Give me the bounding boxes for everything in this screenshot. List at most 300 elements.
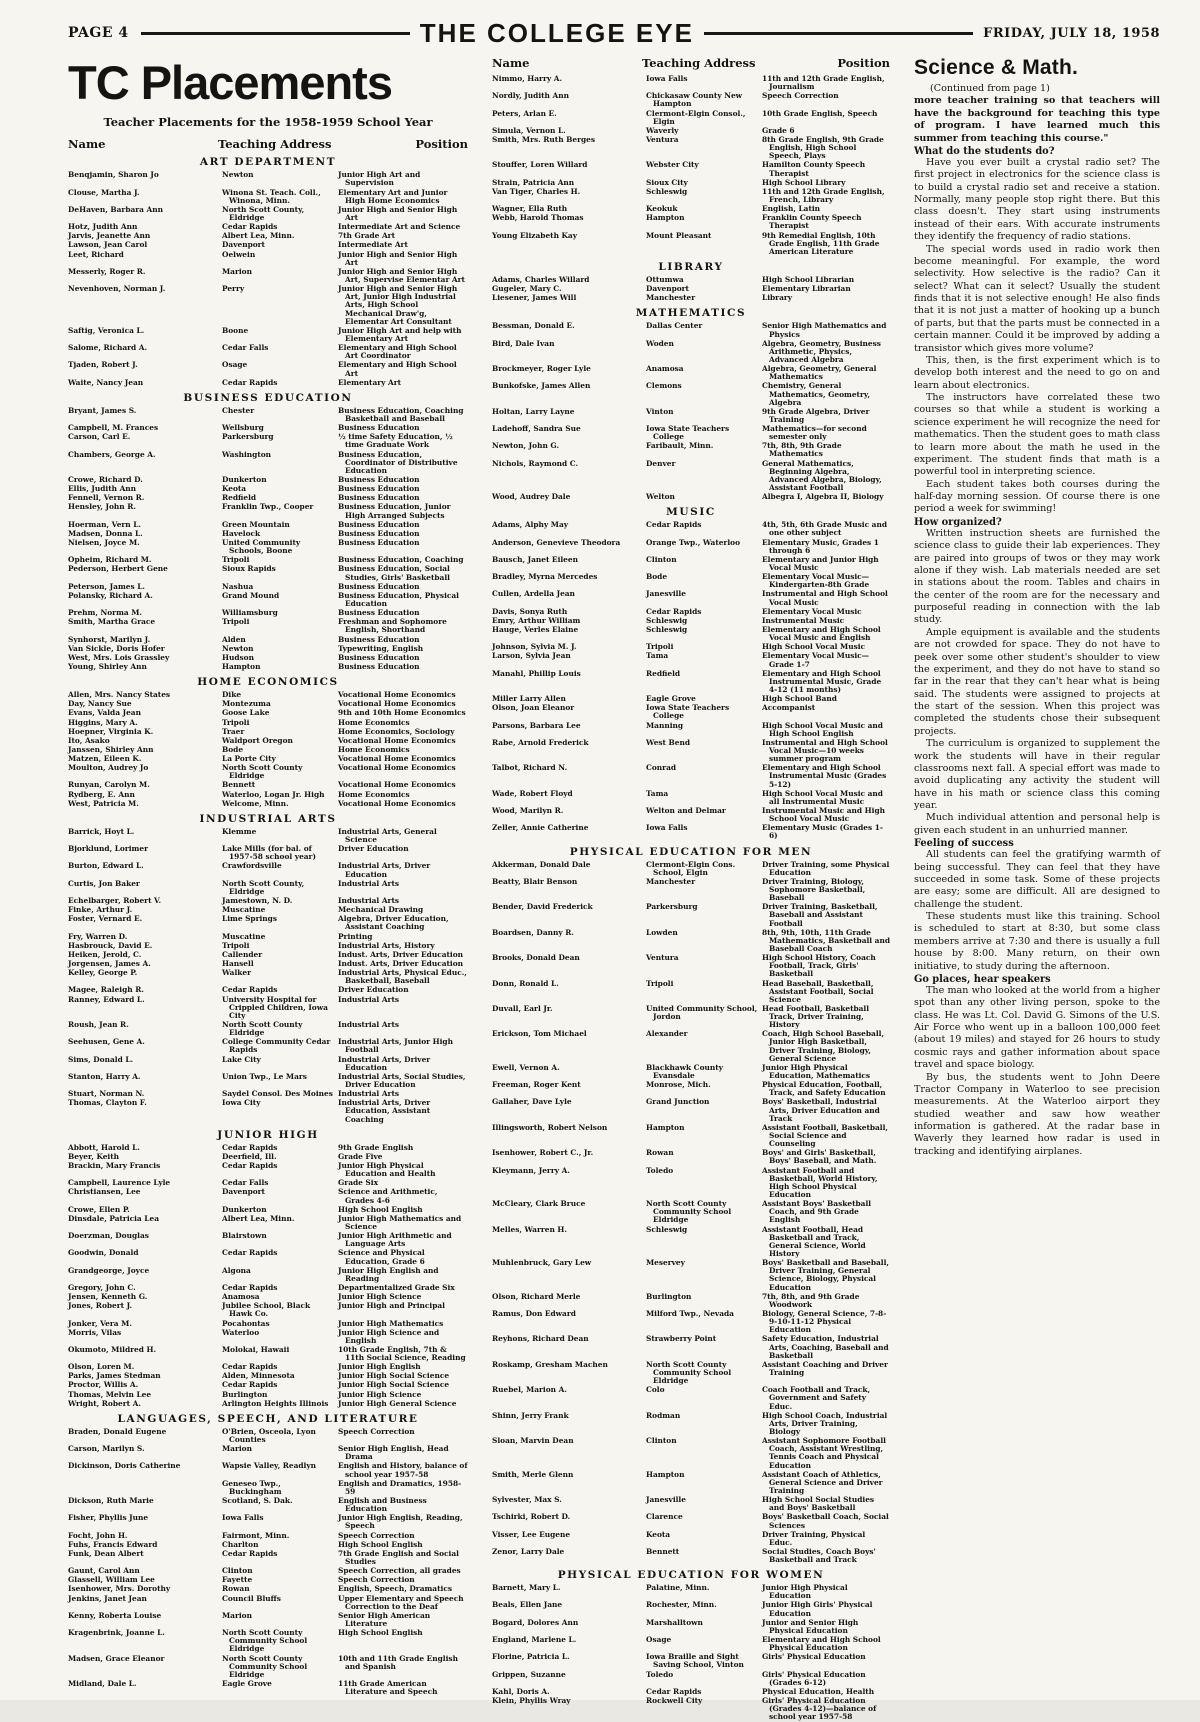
placement-name: Larson, Sylvia Jean	[492, 651, 571, 661]
placement-address: Green Mountain	[222, 519, 290, 529]
placement-position: High School Library	[762, 177, 846, 187]
placement-position: Business Education, Coaching Basketball and Baseball	[338, 405, 464, 423]
placement-name: Day, Nancy Sue	[68, 699, 132, 709]
placement-row	[68, 1629, 468, 1653]
placement-name: Salome, Richard A.	[68, 343, 148, 353]
placement-position: 11th and 12th Grade English, Journalism	[762, 74, 885, 92]
placement-row	[492, 626, 890, 642]
placement-address: Iowa Braille and Sight Saving School, Vinton	[646, 1652, 744, 1670]
placement-position: Accompanist	[762, 703, 816, 713]
placement-row	[68, 1329, 468, 1345]
placement-position: Business Education	[338, 519, 420, 529]
article-column	[914, 56, 1160, 1722]
placement-row	[68, 1284, 468, 1292]
article-paragraph: Much individual attention and personal help is given each student in an unhurried manner.	[914, 812, 1160, 836]
placement-position: 10th Grade English, 7th & 11th Social Science, Reading	[338, 1344, 466, 1363]
placement-position: Coach, High School Baseball, Junior High Basketball, Driver Training, Biology, General Science	[762, 1029, 885, 1063]
placement-name: Pederson, Herbert Gene	[68, 564, 168, 574]
article-paragraph: The instructors have correlated these two courses so that while a student is working a science experiment he will recognize the need for mathematics. Then the student goes to math class to learn more about the math he used in the experiment. The student finds that math is a powerful tool in interpreting science.	[914, 392, 1160, 478]
placement-address: Parkersburg	[646, 902, 698, 912]
placement-position: Elementary Vocal Music—Kindergarten-8th Grade	[762, 572, 870, 590]
placement-address: Union Twp., Le Mars	[222, 1071, 307, 1081]
placement-position: Home Economics	[338, 717, 410, 727]
placements-sections-left	[68, 156, 468, 1696]
placement-position: Algebra, Geometry, General Mathematics	[762, 364, 877, 382]
placement-name: Glassell, William Lee	[68, 1575, 155, 1585]
placement-row	[68, 764, 468, 780]
placement-position: Industrial Arts, Physical Educ., Basketball, Baseball	[338, 968, 467, 986]
placement-name: Illingsworth, Robert Nelson	[492, 1122, 608, 1132]
placement-address: Cedar Rapids	[646, 1686, 702, 1696]
col-header-position: Position	[837, 56, 890, 70]
placement-position: Boys' Basketball, Industrial Arts, Driver Education and Track	[762, 1097, 880, 1123]
placement-position: Elementary Music (Grades 1-6)	[762, 823, 883, 841]
placement-position: Instrumental and High School Vocal Music	[762, 589, 888, 607]
placement-name: Ellis, Judith Ann	[68, 484, 137, 494]
placement-address: Colo	[646, 1385, 665, 1395]
placement-row	[492, 460, 890, 493]
placement-row	[492, 285, 890, 293]
placement-row	[492, 643, 890, 651]
placement-address: Waverly	[646, 125, 679, 135]
placement-row	[492, 539, 890, 555]
placement-row	[68, 1567, 468, 1575]
placement-address: Schleswig	[646, 1224, 688, 1234]
placement-address: Council Bluffs	[222, 1593, 281, 1603]
placement-name: Kenny, Roberta Louise	[68, 1610, 162, 1620]
placement-name: Parks, James Stedman	[68, 1371, 161, 1381]
placement-address: Manchester	[646, 876, 696, 886]
placement-position: Senior High Mathematics and Physics	[762, 321, 887, 339]
placement-row	[68, 1541, 468, 1549]
placement-row	[492, 1064, 890, 1080]
placement-name: Wade, Robert Floyd	[492, 788, 573, 798]
placement-name: Brackin, Mary Francis	[68, 1160, 161, 1170]
placement-row	[68, 986, 468, 994]
placement-position: High School Vocal Music	[762, 642, 866, 652]
placement-position: General Mathematics, Beginning Algebra, Advanced Algebra, Biology, Assistant Football	[762, 458, 882, 493]
placement-name: DeHaven, Barbara Ann	[68, 204, 164, 214]
placement-address: Lake Mills (for bal. of 1957-58 school year)	[222, 844, 316, 862]
placement-address: Cedar Rapids	[222, 222, 278, 232]
placement-address: Orange Twp., Waterloo	[646, 537, 740, 547]
placement-address: Muscatine	[222, 905, 266, 915]
placement-row	[68, 1497, 468, 1513]
placement-row	[68, 223, 468, 231]
placement-address: Jamestown, N. D.	[222, 896, 293, 906]
placement-address: Scotland, S. Dak.	[222, 1496, 293, 1506]
placement-row	[68, 206, 468, 222]
placement-row	[68, 1612, 468, 1628]
section-title: MATHEMATICS	[635, 307, 747, 320]
placement-address: Tripoli	[222, 940, 250, 950]
placement-address: Waterloo	[222, 1327, 260, 1337]
placement-address: Bennett	[646, 1546, 680, 1556]
table-header-middle	[492, 56, 890, 70]
placement-address: Ottumwa	[646, 274, 684, 284]
placement-name: Ladehoff, Sandra Sue	[492, 424, 581, 434]
placement-position: Business Education, Junior High Arranged Subjects	[338, 502, 451, 520]
placement-name: Leet, Richard	[68, 249, 124, 259]
placement-position: Industrial Arts, General Science	[338, 826, 437, 845]
placement-row	[68, 1428, 468, 1444]
placement-address: Rowan	[222, 1584, 250, 1594]
placement-position: Grade Six	[338, 1178, 378, 1188]
placement-name: Evans, Valda Jean	[68, 708, 141, 718]
placement-position: High School English	[338, 1204, 423, 1214]
placement-position: 7th, 8th, and 9th Grade Woodwork	[762, 1291, 860, 1309]
placement-name: Midland, Dale L.	[68, 1678, 137, 1688]
placement-row	[68, 327, 468, 343]
placement-name: Boardsen, Danny R.	[492, 927, 574, 937]
placement-address: Dallas Center	[646, 321, 703, 331]
placement-position: Elementary Music, Grades 1 through 6	[762, 537, 879, 555]
placement-row	[492, 929, 890, 953]
placement-address: Hampton	[646, 1469, 685, 1479]
placement-row	[68, 485, 468, 493]
placement-name: Bjorklund, Lorimer	[68, 844, 148, 854]
placement-name: Gregory, John C.	[68, 1282, 136, 1292]
placement-name: Proctor, Willis A.	[68, 1380, 139, 1390]
placement-row	[492, 1293, 890, 1309]
placement-address: North Scott County, Eldridge	[222, 204, 305, 223]
placement-row	[492, 110, 890, 126]
placement-name: Webb, Harold Thomas	[492, 213, 584, 223]
article-paragraph: By bus, the students went to John Deere Tractor Company in Waterloo to see precision measurements. At the Waterloo airport they studied weather and saw how weather information is gathered. At the radar base in Waverly they learned how radar is used in tracking and identifying airplanes.	[914, 1071, 1160, 1157]
placement-address: Davenport	[646, 284, 689, 294]
placement-name: Okumoto, Mildred H.	[68, 1344, 157, 1354]
placement-address: Clermont-Elgin Cons. School, Elgin	[646, 859, 736, 877]
placement-address: Dunkerton	[222, 1204, 267, 1214]
placement-name: Curtis, Jon Baker	[68, 878, 140, 888]
placement-row	[68, 1206, 468, 1214]
placement-row	[68, 1249, 468, 1265]
placement-position: Vocational Home Economics	[338, 735, 456, 745]
placement-name: Nimmo, Harry A.	[492, 74, 563, 83]
placement-row	[68, 451, 468, 475]
placement-name: Bessman, Donald E.	[492, 321, 575, 331]
placement-row	[492, 179, 890, 187]
placement-name: Simula, Vernon L.	[492, 125, 566, 135]
placement-address: Clemons	[646, 381, 682, 391]
placement-row	[68, 781, 468, 789]
placement-row	[68, 530, 468, 538]
article-paragraph: The special words used in radio work then become meaningful. For example, the word selectivity. How selective is the radio? Can it select? What can it select? Usually the student finds that it is not selective enough! He also finds that it is not just a matter of hooking up a bunch of parts, but that the parts must be connected in a certain manner. Could it be improved by adding a transistor which gives more volume?	[914, 243, 1160, 354]
placement-address: Hampton	[222, 661, 261, 671]
placement-address: Chickasaw County New Hampton	[646, 91, 743, 109]
placement-position: Driver Training, Physical Educ.	[762, 1529, 866, 1547]
placement-name: Stouffer, Loren Willard	[492, 160, 588, 170]
placement-position: Girls' Physical Education (Grades 4-12)—balance of school year 1957-58	[762, 1696, 877, 1722]
placement-position: Assistant Coaching and Driver Training	[762, 1359, 888, 1377]
placement-position: Social Studies, Coach Boys' Basketball and Track	[762, 1546, 876, 1565]
placement-address: Eagle Grove	[222, 1678, 272, 1688]
placement-address: Dike	[222, 690, 242, 700]
placement-position: Junior High Social Science	[338, 1380, 450, 1390]
placement-address: Boone	[222, 325, 249, 335]
placement-position: Junior High English	[338, 1362, 421, 1372]
placement-position: High School History, Coach Football, Track, Girls' Basketball	[762, 953, 876, 979]
placement-row	[492, 340, 890, 364]
article-subhead: Feeling of success	[914, 838, 1014, 850]
placement-position: Chemistry, General Mathematics, Geometry, Algebra	[762, 381, 871, 407]
placement-name: Young, Shirley Ann	[68, 661, 147, 671]
placement-name: Focht, John H.	[68, 1530, 128, 1540]
placement-position: High School English	[338, 1539, 423, 1549]
placement-name: Miller Larry Allen	[492, 694, 566, 704]
placement-name: Olson, Loren M.	[68, 1362, 135, 1372]
placement-name: West, Mrs. Lois Grassley	[68, 652, 170, 662]
placement-address: Albert Lea, Minn.	[222, 1213, 295, 1223]
placement-row	[68, 746, 468, 754]
placement-position: Speech Correction	[338, 1530, 415, 1540]
placement-name: Jenkins, Janet Jean	[68, 1593, 147, 1603]
placement-name: Donn, Ronald L.	[492, 978, 559, 988]
article-paragraph: This, then, is the first experiment which is to develop both interest and the need to go on and learn about electronics.	[914, 354, 1160, 391]
placement-address: Molokai, Hawaii	[222, 1344, 290, 1354]
header-rule-right	[704, 32, 973, 35]
placement-name: Bryant, James S.	[68, 405, 137, 415]
placement-row	[68, 1073, 468, 1089]
placement-row	[68, 719, 468, 727]
placement-row	[492, 161, 890, 177]
placement-row	[68, 942, 468, 950]
placement-address: Deerfield, Ill.	[222, 1151, 277, 1161]
placement-address: Cedar Rapids	[222, 1142, 278, 1152]
placement-position: Driver Training, Biology, Sophomore Basketball, Baseball	[762, 876, 866, 903]
placement-position: Home Economics, Sociology	[338, 726, 455, 736]
placement-position: High School Band	[762, 694, 837, 704]
placement-row	[68, 862, 468, 878]
placement-position: Mathematics—for second semester only	[762, 424, 867, 442]
placement-position: Business Education	[338, 537, 420, 547]
article-paragraph: These students must like this training. School is scheduled to start at 8:30, but some class members arrive at 7:30 and there is usually a full house by 8:00. Many return, on their own initiative, to study during the afternoon.	[914, 911, 1160, 972]
placement-address: Davenport	[222, 1187, 265, 1197]
placement-row	[492, 382, 890, 406]
placement-row	[68, 1038, 468, 1054]
placement-name: Clouse, Martha J.	[68, 187, 140, 197]
header-rule-left	[141, 32, 410, 35]
placement-row	[492, 790, 890, 806]
placement-address: Dunkerton	[222, 474, 267, 484]
placement-address: North Scott County Community School Eldridge	[222, 1653, 308, 1679]
placement-address: Cedar Rapids	[222, 1248, 278, 1258]
placement-position: Biology, General Science, 7-8-9-10-11-12 Physical Education	[762, 1308, 887, 1335]
placement-address: Muscatine	[222, 931, 266, 941]
placement-position: 11th Grade American Literature and Speech	[338, 1678, 438, 1697]
placement-row	[492, 824, 890, 840]
placement-row	[492, 1200, 890, 1224]
placement-name: Higgins, Mary A.	[68, 717, 138, 727]
placement-position: Junior High English and Reading	[338, 1265, 439, 1283]
placement-name: Newton, John G.	[492, 441, 560, 451]
placement-row	[492, 1167, 890, 1200]
placement-address: Janesville	[646, 1495, 686, 1505]
placement-position: Industrial Arts, Driver Education	[338, 861, 431, 879]
section-title: MUSIC	[666, 506, 716, 519]
placement-row	[492, 722, 890, 738]
placement-name: Brockmeyer, Roger Lyle	[492, 364, 591, 374]
placement-row	[68, 709, 468, 717]
placement-name: Bausch, Janet Eileen	[492, 554, 578, 564]
placement-row	[492, 590, 890, 606]
placement-name: Kahl, Doris A.	[492, 1686, 550, 1696]
placement-position: Junior High and Principal	[338, 1301, 445, 1311]
placement-position: Grade Five	[338, 1151, 383, 1161]
placement-position: Coach Football and Track, Government and Safety Educ.	[762, 1385, 871, 1411]
placement-name: Funk, Dean Albert	[68, 1548, 144, 1558]
placement-address: Blackhawk County Evansdale	[646, 1062, 723, 1081]
placement-name: Jensen, Kenneth G.	[68, 1292, 148, 1302]
placement-name: Reyhons, Richard Dean	[492, 1334, 589, 1344]
placement-address: Marion	[222, 266, 252, 276]
placement-address: Hampton	[646, 1122, 685, 1132]
placement-address: Schleswig	[646, 625, 688, 635]
placement-name: Hoepner, Virginia K.	[68, 726, 154, 736]
placement-address: Iowa State Teachers College	[646, 424, 730, 442]
placement-row	[68, 476, 468, 484]
placement-name: Nichols, Raymond C.	[492, 458, 579, 468]
article-paragraph: The curriculum is organized to supplement the work the students will have in their regular classrooms next fall. A special effort was made to avoid duplicating any activity the student will have in his math or science class this coming year.	[914, 738, 1160, 812]
placement-name: Ito, Asako	[68, 735, 110, 745]
placement-name: Stanton, Harry A.	[68, 1071, 141, 1081]
placement-position: Library	[762, 293, 793, 303]
placement-position: Indust. Arts, Driver Education	[338, 949, 464, 959]
col-header-address: Teaching Address	[642, 56, 756, 70]
placement-row	[68, 1144, 468, 1152]
section-title: PHYSICAL EDUCATION FOR MEN	[569, 845, 813, 858]
placement-position: Speech Correction, all grades	[338, 1566, 461, 1576]
placement-name: Bogard, Dolores Ann	[492, 1617, 579, 1627]
placement-row	[68, 1153, 468, 1161]
placement-row	[68, 845, 468, 861]
placement-row	[68, 1179, 468, 1187]
placement-row	[492, 127, 890, 135]
placement-name: West, Patricia M.	[68, 798, 139, 808]
placement-name: Bender, David Frederick	[492, 902, 593, 912]
placement-address: Keota	[222, 484, 247, 494]
placement-name: Isenhower, Robert C., Jr.	[492, 1148, 594, 1158]
placement-name: Dinsdale, Patricia Lea	[68, 1213, 159, 1223]
placement-address: Geneseo Twp., Buckingham	[222, 1478, 282, 1496]
placement-name: Hasbrouck, David E.	[68, 940, 153, 950]
placement-row	[68, 1532, 468, 1540]
placement-row	[68, 1099, 468, 1123]
placement-position: High School Social Studies and Boys' Basketball	[762, 1495, 875, 1513]
placement-row	[492, 764, 890, 788]
placement-name: Gugeler, Mary C.	[492, 284, 562, 294]
placement-position: High School Vocal Music and High School English	[762, 720, 883, 738]
placement-address: Osage	[222, 360, 248, 370]
placement-name: Adams, Alphy May	[492, 520, 569, 530]
placement-row	[492, 521, 890, 537]
placement-name: Ranney, Edward L.	[68, 994, 145, 1004]
placement-position: 8th, 9th, 10th, 11th Grade Mathematics, Basketball and Baseball Coach	[762, 927, 891, 953]
placement-address: Klemme	[222, 826, 257, 836]
placement-position: Instrumental Music	[762, 615, 845, 625]
placement-position: Safety Education, Industrial Arts, Coaching, Baseball and Basketball	[762, 1334, 889, 1360]
placement-position: Intermediate Art	[338, 240, 408, 250]
placement-address: Bennett	[222, 780, 256, 790]
placement-row	[492, 1226, 890, 1259]
placement-name: Fuhs, Francis Edward	[68, 1539, 158, 1549]
placement-address: Pocahontas	[222, 1318, 270, 1328]
placement-position: English and Business Education	[338, 1496, 427, 1514]
placement-address: Saydel Consol. Des Moines	[222, 1089, 333, 1099]
placement-row	[68, 800, 468, 808]
placement-address: Bode	[646, 572, 668, 582]
page-header	[68, 16, 1160, 50]
placement-row	[68, 379, 468, 387]
placement-address: Grand Mound	[222, 590, 280, 600]
placement-position: Boys' Basketball Coach, Social Sciences	[762, 1512, 889, 1530]
placement-row	[492, 1548, 890, 1564]
placement-address: Newton	[222, 643, 254, 653]
placement-row	[68, 700, 468, 708]
placement-row	[492, 608, 890, 616]
placement-position: Indust. Arts, Driver Education	[338, 959, 464, 969]
placement-address: Blairstown	[222, 1231, 267, 1241]
placement-position: Algebra, Geometry, Business Arithmetic, Physics, Advanced Algebra	[762, 338, 881, 364]
section-title: BUSINESS EDUCATION	[183, 391, 353, 404]
placement-name: Emry, Arthur William	[492, 615, 581, 625]
placement-name: Liesener, James Will	[492, 293, 577, 303]
placement-row	[68, 960, 468, 968]
placement-position: 4th, 5th, 6th Grade Music and one other subject	[762, 520, 888, 538]
placement-name: Morris, Vilas	[68, 1327, 122, 1337]
placement-address: Clermont-Elgin Consol., Elgin	[646, 108, 746, 126]
placement-row	[492, 205, 890, 213]
placement-name: Kelley, George P.	[68, 968, 138, 978]
placement-address: Davenport	[222, 240, 265, 250]
placement-position: Junior High Physical Education, Mathematics	[762, 1062, 871, 1081]
placement-position: Business Education	[338, 493, 420, 503]
placement-row	[492, 1081, 890, 1097]
placement-row	[492, 214, 890, 230]
placement-position: Assistant Football, Basketball, Social Science and Counseling	[762, 1122, 888, 1149]
placement-name: Jonker, Vera M.	[68, 1318, 132, 1328]
placement-name: Campbell, Laurence Lyle	[68, 1178, 171, 1188]
placement-address: Washington	[222, 449, 272, 459]
placement-row	[68, 828, 468, 844]
placement-address: Tama	[646, 788, 669, 798]
placement-row	[68, 592, 468, 608]
placement-row	[68, 728, 468, 736]
placement-address: Clinton	[646, 554, 677, 564]
placement-address: Sioux Rapids	[222, 564, 276, 574]
placement-row	[68, 1391, 468, 1399]
placement-name: Zenor, Larry Dale	[492, 1546, 565, 1556]
placement-name: Barnett, Mary L.	[492, 1583, 561, 1593]
placement-position: Junior High Science	[338, 1292, 422, 1302]
placement-address: Clinton	[646, 1436, 677, 1446]
placement-name: Allen, Mrs. Nancy States	[68, 690, 171, 700]
placement-position: High School Vocal Music and all Instrumental Music	[762, 788, 883, 806]
placement-name: Heiken, Jerold, C.	[68, 949, 142, 959]
placement-name: Young Elizabeth Kay	[492, 230, 578, 240]
placements-sections-middle	[492, 75, 890, 1721]
placement-position: Elementary and High School Instrumental Music (Grades 5-12)	[762, 763, 887, 789]
placement-position: Head Football, Basketball Track, Driver Training, History	[762, 1003, 870, 1030]
placement-address: Monrose, Mich.	[646, 1080, 711, 1090]
article-subhead: How organized?	[914, 516, 1002, 528]
placement-position: Business Education, Social Studies, Girls' Basketball	[338, 564, 450, 582]
placement-address: Conrad	[646, 763, 677, 773]
article-subhead: What do the students do?	[914, 145, 1055, 157]
placement-name: Tjaden, Robert J.	[68, 360, 138, 370]
placement-position: Boys' and Girls' Basketball, Boys' Baseball, and Math.	[762, 1148, 877, 1166]
placement-row	[68, 232, 468, 240]
